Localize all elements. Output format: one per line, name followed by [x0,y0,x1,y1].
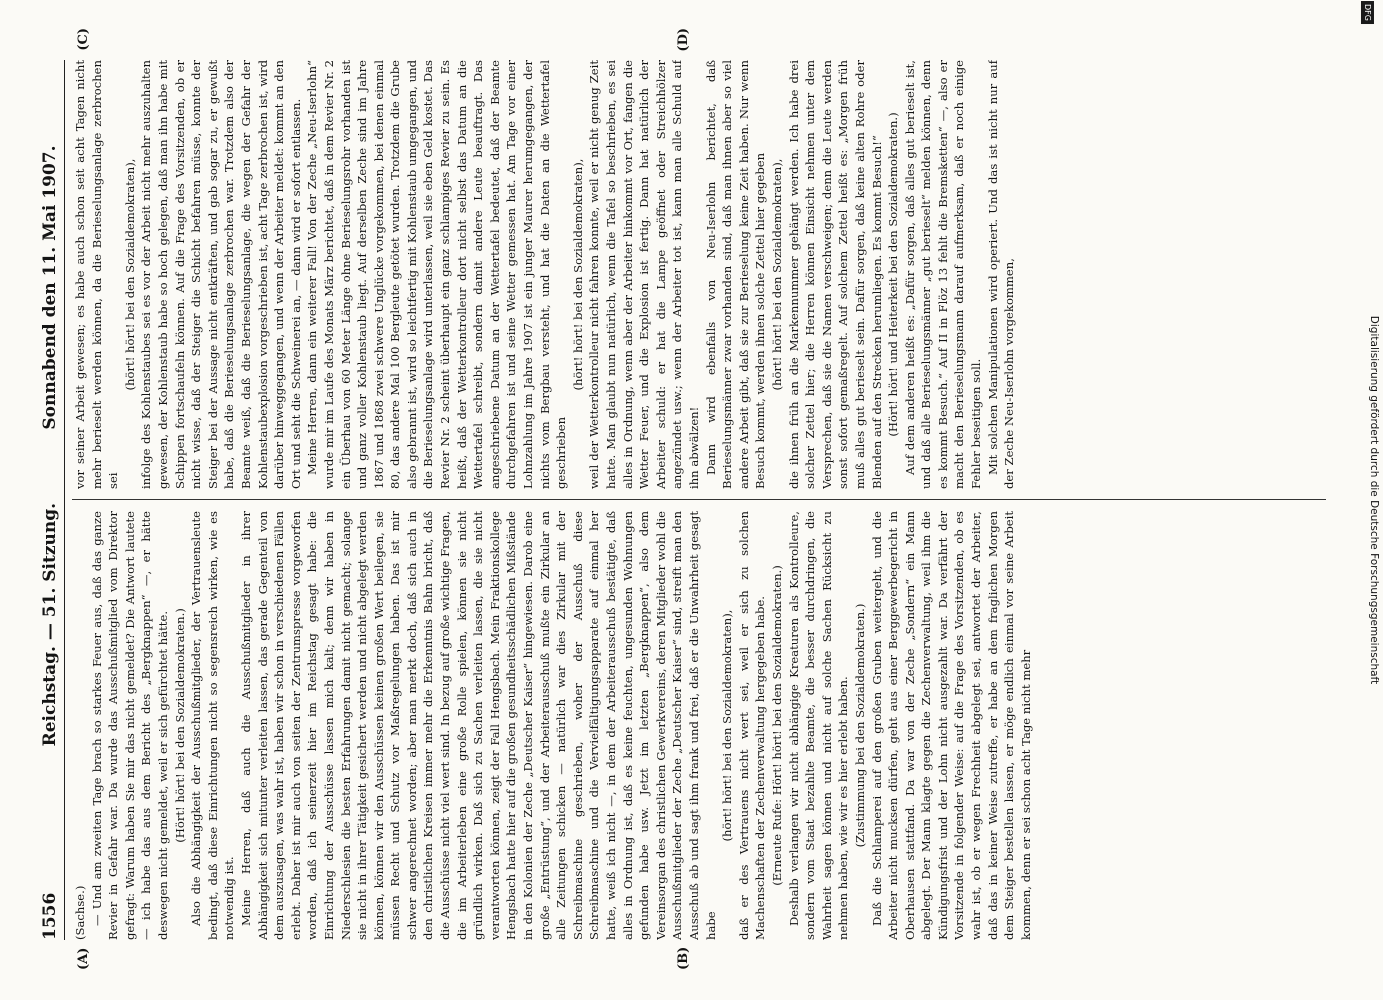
paragraph: Meine Herren, dann ein weiterer Fall! Von der Zeche „Neu-Iserlohn“ wurde mir im Laufe des Monats März berichtet, daß in dem Revier Nr. 2 ein Überhau von 60 Meter Länge ohne Berieselungsrohr vorhanden ist und ganz voller Kohlenstaub liegt. Auf derselben Zeche sind im Jahre 1867 und 1868 zwei schwere Unglücke vorgekommen, bei denen einmal 80, das andere Mal 100 Bergleute getötet wurden. Trotzdem die Grube also gebrannt ist, wird so leichtfertig mit Kohlenstaub umgegangen, und die Berieselungsanlage wird unterlassen, weil sie eben Geld kostet. Das Revier Nr. 2 scheint überhaupt ein ganz schlampiges Revier zu sein. Es heißt, daß der Wetterkontrolleur dort nicht selbst das Datum an die Wettertafel schreibt, sondern damit andere Leute beauftragt. Das angeschriebene Datum an der Wettertafel bedeutet, daß der Beamte durchgefahren ist und seine Wetter gemessen hat. Am Tage vor einer Lohnzahlung im Jahre 1907 ist ein junger Maurer herumgegangen, der nichts vom Bergbau versteht, und hat die Daten an die Wettertafel geschrieben [305,60,569,489]
session-date: Sonnabend den 11. Mai 1907. [40,145,60,430]
paragraph: Deshalb verlangen wir nicht abhängige Kreaturen als Kontrolleure, sondern vom Staat bezahlte Beamte, die besser durchdringen, die Wahrheit sagen können und nicht auf solche Sachen Rücksicht zu nehmen haben, wie wir es hier erlebt haben. [786,511,851,940]
paragraph: infolge des Kohlenstaubes sei es vor der Arbeit nicht mehr auszuhalten gewesen, der Kohlenstaub habe so hoch gelegen, daß man ihn habe mit Schippen fortschaufeln können. Auf die Frage des Vorsitzenden, ob er nicht wisse, daß der Steiger die Schicht befahren müsse, konnte der Steiger bei der Aussage nicht entkräften, und gab sogar zu, er gewußt habe, daß die Berieselungsanlage zerbrochen war. Trotzdem also der Beamte weiß, daß die Berieselungsanlage, die wegen der Gefahr der Kohlenstaubexplosion vorgeschrieben ist, acht Tage zerbrochen ist, wird darüber hinweggegangen, und wenn der Arbeiter meldet: kommt an den Ort und seht die Schweinerei an, — dann wird er sofort entlassen. [139,60,303,489]
right-column [72,60,1326,489]
session-title: Reichstag. — 51. Sitzung. [40,502,60,747]
paragraph: Dann wird ebenfalls von Neu-Iserlohn berichtet, daß Berieselungsmänner zwar vorhanden sind, daß man ihnen aber so viel andere Arbeit gibt, daß sie zur Berieselung keine Zeit haben. Nur wenn Besuch kommt, werden ihnen solche Zettel hier gegeben [703,60,768,489]
paragraph: Daß die Schlamperei auf den großen Gruben weitergeht, und die Arbeiter nicht mucksen dürfen, geht aus einer Berggewerbegericht in Oberhausen stattfand. Da war von der Zeche „Sondern“ ein Mann abgelegt. Der Mann klagte gegen die Zechenverwaltung, weil ihm die Kündigungsfrist und der Lohn nicht ausgezahlt war. Da verfährt der Vorsitzende in folgender Weise: auf die Frage des Vorsitzenden, ob es wahr ist, ob er wegen Frechheit abgelegt sei, antwortet der Arbeiter, daß das in keiner Weise zutreffe, er habe an dem fraglichen Morgen dem Steiger bestellen lassen, er möge endlich einmal vor seine Arbeit kommen, denn er sei schon acht Tage nicht mehr [869,511,1033,940]
paragraph: Mit solchen Manipulationen wird operiert. Und das ist nicht nur auf der Zeche Neu-Iserlohn vorgekommen, [985,60,1017,489]
paragraph: weil der Wetterkontrolleur nicht fahren konnte, weil er nicht genug Zeit hatte. Man glaubt nun natürlich, wenn die Tafel so beschrieben, es sei alles in Ordnung, wenn aber der Arbeiter hinkommt vor Ort, fangen die Wetter Feuer, und die Explosion ist fertig. Dann hat natürlich der Arbeiter schuld: er hat die Lampe geöffnet oder Streichhölzer angezündet usw.; wenn der Arbeiter tot ist, kann man alle Schuld auf ihn abwälzen! [587,60,701,489]
paragraph: Auf dem anderen heißt es: „Dafür sorgen, daß alles gut berieselt ist, und daß alle Berieselungsmänner „gut berieselt“ melden können, denn es kommt Besuch.“ Auf II in Flöz 13 fehlt die Bremsketten“ —, also er macht den Berieselungsmann darauf aufmerksam, daß er noch einige Fehler beseitigen soll. [902,60,984,489]
margin-mark-b: (B) [676,946,691,970]
paragraph: Also die Abhängigkeit der Ausschußmitglieder, der Vertrauensleute bedingt, daß diese Einrichtungen nicht so segensreich wirken, wie es notwendig ist. [189,511,237,940]
speaker-label: (Sachse.) [73,885,87,940]
margin-mark-a: (A) [76,947,91,970]
left-column [72,511,1326,940]
interjection: (hört! hört! bei den Sozialdemokraten), [122,158,137,391]
interjection: (Zustimmung bei den Sozialdemokraten.) [852,603,867,848]
interjection: (hört! hört! bei den Sozialdemokraten), [769,158,784,391]
interjection: (hört! hört! bei den Sozialdemokraten), [570,158,585,391]
text-columns [72,60,1326,940]
margin-mark-c: (C) [76,28,91,51]
rotated-printed-page [36,28,1326,970]
interjection: (Hört! hört! und Heiterkeit bei den Sozialdemokraten.) [886,112,901,437]
page-header [36,60,65,940]
paragraph: vor seiner Arbeit gewesen; es habe auch schon seit acht Tagen nicht mehr berieselt werden können, da die Berieselungsanlage zerbrochen sei [73,60,121,489]
paragraph: die ihnen früh an die Markennummer gehängt werden. Ich habe drei solcher Zettel hier; die Herren können Einsicht nehmen unter dem Versprechen, daß sie die Namen verschweigen; denn die Leute werden sonst sofort gemaßregelt. Auf solchem Zettel heißt es: „Morgen früh muß alles gut berieselt sein. Dafür sorgen, daß keine alten Rohre oder Blenden auf den Strecken herumliegen. Es kommt Besuch!“ [786,60,884,489]
interjection: (Hört! hört! bei den Sozialdemokraten.) [172,608,187,843]
page-number: 1556 [40,892,60,940]
digitization-note [1367,6,1381,994]
interjection: (hört! hört! bei den Sozialdemokraten), [720,609,735,842]
dfg-logo: DFG [1361,1,1374,24]
paragraph: daß er des Vertrauens nicht wert sei, weil er sich zu solchen Machenschaften der Zechenverwaltung hergegeben habe. [736,511,768,940]
paragraph: — Und am zweiten Tage brach so starkes Feuer aus, daß das ganze Revier in Gefahr war. Da wurde das Ausschußmitglied vom Direktor gefragt: Warum haben Sie mir das nicht gemeldet? Die Antwort lautete — ich habe das aus dem Bericht des „Bergknappen“ —, er hätte deswegen nicht gemeldet, weil er sich gefürchtet hätte. [89,511,170,940]
interjection: (Erneute Rufe: Hört! hört! bei den Sozialdemokraten.) [769,565,784,886]
margin-mark-d: (D) [676,28,691,52]
funding-note-text: Digitalisierung gefördert durch die Deutsche Forschungsgemeinschaft [1368,315,1380,685]
paragraph: Meine Herren, daß auch die Ausschußmitglieder in ihrer Abhängigkeit sich mitunter verleiten lassen, das gerade Gegenteil von dem auszusagen, was wahr ist, haben wir schon in verschiedenen Fällen erlebt. Daher ist mir auch von seiten der Zentrumspresse vorgeworfen worden, daß ich seinerzeit hier im Reichstag gesagt habe: die Einrichtung der Ausschüsse lassen mich kalt; denn wir haben in Niederschlesien die besten Erfahrungen damit nicht gemacht; solange sie nicht in ihrer Tätigkeit gesichert werden und nicht abgelegt werden können, können wir den Ausschüssen keinen großen Wert beilegen, sie müssen Recht und Schutz vor Maßregelungen haben. Das ist mir schwer angerechnet worden; aber man merkt doch, daß sich auch in den christlichen Kreisen immer mehr die Erkenntnis Bahn bricht, daß die Ausschüsse nicht viel wert sind. In bezug auf große wichtige Fragen, die im Arbeiterleben eine große Rolle spielen, können sie nicht gründlich wirken. Daß sich zu Sachen verleiten lassen, die sie nicht verantworten können, zeigt der Fall Hengsbach. Mein Fraktionskollege Hengsbach hatte hier auf die großen gesundheitsschädlichen Mißstände in den Kolonien der Zeche „Deutscher Kaiser“ hingewiesen. Darob eine große „Entrüstung“, und der Arbeiterausschuß mußte ein Zirkular an alle Zeitungen schicken — natürlich war dies Zirkular mit der Schreibmaschine geschrieben, woher der Ausschuß diese Schreibmaschine und die Vervielfältigungsapparate auf einmal her hatte, weiß ich nicht —, in dem der Arbeiterausschuß bestätigte, daß alles in Ordnung ist, daß es keine feuchten, ungesunden Wohnungen gefunden habe usw. Jetzt im letzten „Bergknappen“, also dem Vereinsorgan des christlichen Gewerkvereins, deren Mitglieder wohl die Ausschußmitglieder der Zeche „Deutscher Kaiser“ sind, streift man den Ausschuß ab und sagt ihm frank und frei, daß er die Unwahrheit gesagt habe [238,511,718,940]
